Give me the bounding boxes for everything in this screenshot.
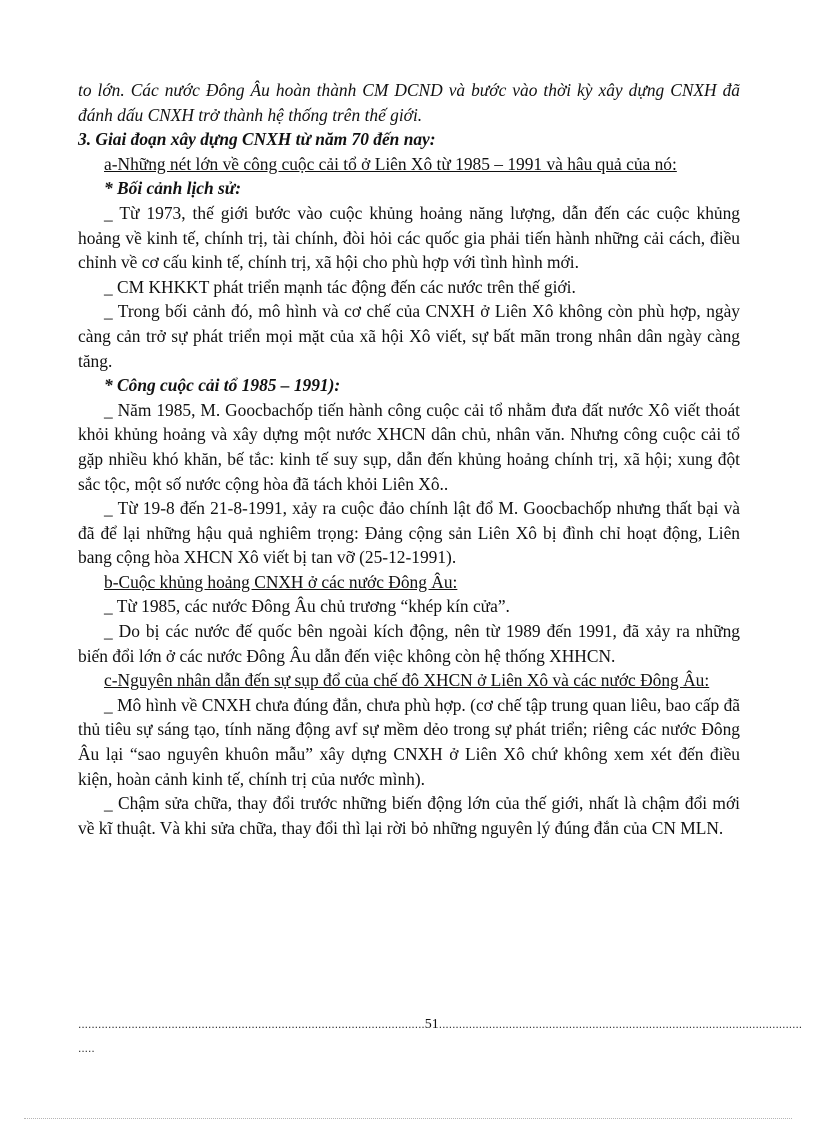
section-3-heading: 3. Giai đoạn xây dựng CNXH từ năm 70 đến nay: — [78, 129, 436, 150]
background-paragraph-1: _ Từ 1973, thế giới bước vào cuộc khủng hoảng năng lượng, dẫn đến các cuộc khủng hoảng về kinh tế, chính trị, tài chính, đòi hỏi các quốc gia phải tiến hành những cải cách, điều chỉnh về cơ cấu kinh tế, chính trị, xã hội cho phù hợp với tình hình mới. — [78, 202, 740, 273]
part-b-heading: b-Cuộc khủng hoảng CNXH ở các nước Đông Âu: — [104, 571, 458, 592]
page-bottom-divider — [24, 1118, 792, 1119]
reform-paragraph-2: _ Từ 19-8 đến 21-8-1991, xảy ra cuộc đảo chính lật đổ M. Goocbachốp nhưng thất bại và đã để lại những hậu quả nghiêm trọng: Đảng cộng sản Liên Xô bị đình chỉ hoạt động, Liên bang cộng hòa XHCN Xô viết bị tan vỡ (25-12-1991). — [78, 498, 740, 568]
part-c-heading: c-Nguyên nhân dẫn đến sự sụp đổ của chế đô XHCN ở Liên Xô và các nước Đông Âu: — [104, 670, 710, 691]
background-paragraph-3: _ Trong bối cảnh đó, mô hình và cơ chế của CNXH ở Liên Xô không còn phù hợp, ngày càng cản trở sự phát triển mọi mặt của xã hội Xô viết, sự bất mãn trong nhân dân ngày càng tăng. — [78, 301, 740, 371]
part-b-paragraph-1: _ Từ 1985, các nước Đông Âu chủ trương “khép kín cửa”. — [104, 596, 510, 617]
footer-dots-right: ............................................................................................................. — [438, 1017, 803, 1031]
page-number: 51 — [424, 1017, 439, 1032]
footer-dots-left: ........................................................................................................ — [78, 1017, 425, 1031]
background-heading: * Bối cảnh lịch sử: — [104, 178, 242, 199]
intro-paragraph: to lớn. Các nước Đông Âu hoàn thành CM DCND và bước vào thời kỳ xây dựng CNXH đã đánh dấu CNXH trở thành hệ thống trên thế giới. — [78, 80, 740, 125]
page-footer — [78, 1017, 803, 1033]
part-b-paragraph-2: _ Do bị các nước đế quốc bên ngoài kích động, nên từ 1989 đến 1991, đã xảy ra những biến đổi lớn ở các nước Đông Âu dẫn đến việc không còn hệ thống XHHCN. — [78, 621, 740, 666]
footer-dots-tail: ..... — [78, 1041, 95, 1055]
part-a-heading: a-Những nét lớn về công cuộc cải tổ ở Liên Xô từ 1985 – 1991 và hâu quả của nó: — [104, 153, 677, 174]
document-page — [78, 78, 740, 840]
background-paragraph-2: _ CM KHKKT phát triển mạnh tác động đến các nước trên thế giới. — [104, 276, 576, 297]
reform-paragraph-1: _ Năm 1985, M. Goocbachốp tiến hành công cuộc cải tổ nhằm đưa đất nước Xô viết thoát khỏi khủng hoảng và xây dựng một nước XHCN dân chủ, nhân văn. Nhưng công cuộc cải tổ gặp nhiều khó khăn, bế tắc: kinh tế suy sụp, dẫn đến khủng hoảng chính trị, xã hội; xung đột sắc tộc, một số nước cộng hòa đã tách khỏi Liên Xô.. — [78, 399, 740, 494]
part-c-paragraph-1: _ Mô hình về CNXH chưa đúng đắn, chưa phù hợp. (cơ chế tập trung quan liêu, bao cấp đã thủ tiêu sự sáng tạo, tính năng động avf sự mềm dẻo trong sự phát triển; riêng các nước Đông Âu lại “sao nguyên khuôn mẫu” xây dựng CNXH ở Liên Xô chứ không xem xét đến điều kiện, hoàn cảnh kinh tế, chính trị của nước mình). — [78, 694, 740, 789]
reform-heading: * Công cuộc cải tổ 1985 – 1991): — [104, 375, 341, 396]
part-c-paragraph-2: _ Chậm sửa chữa, thay đổi trước những biến động lớn của thế giới, nhất là chậm đổi mới về kĩ thuật. Và khi sửa chữa, thay đổi thì lại rời bỏ những nguyên lý đúng đắn của CN MLN. — [78, 793, 740, 838]
